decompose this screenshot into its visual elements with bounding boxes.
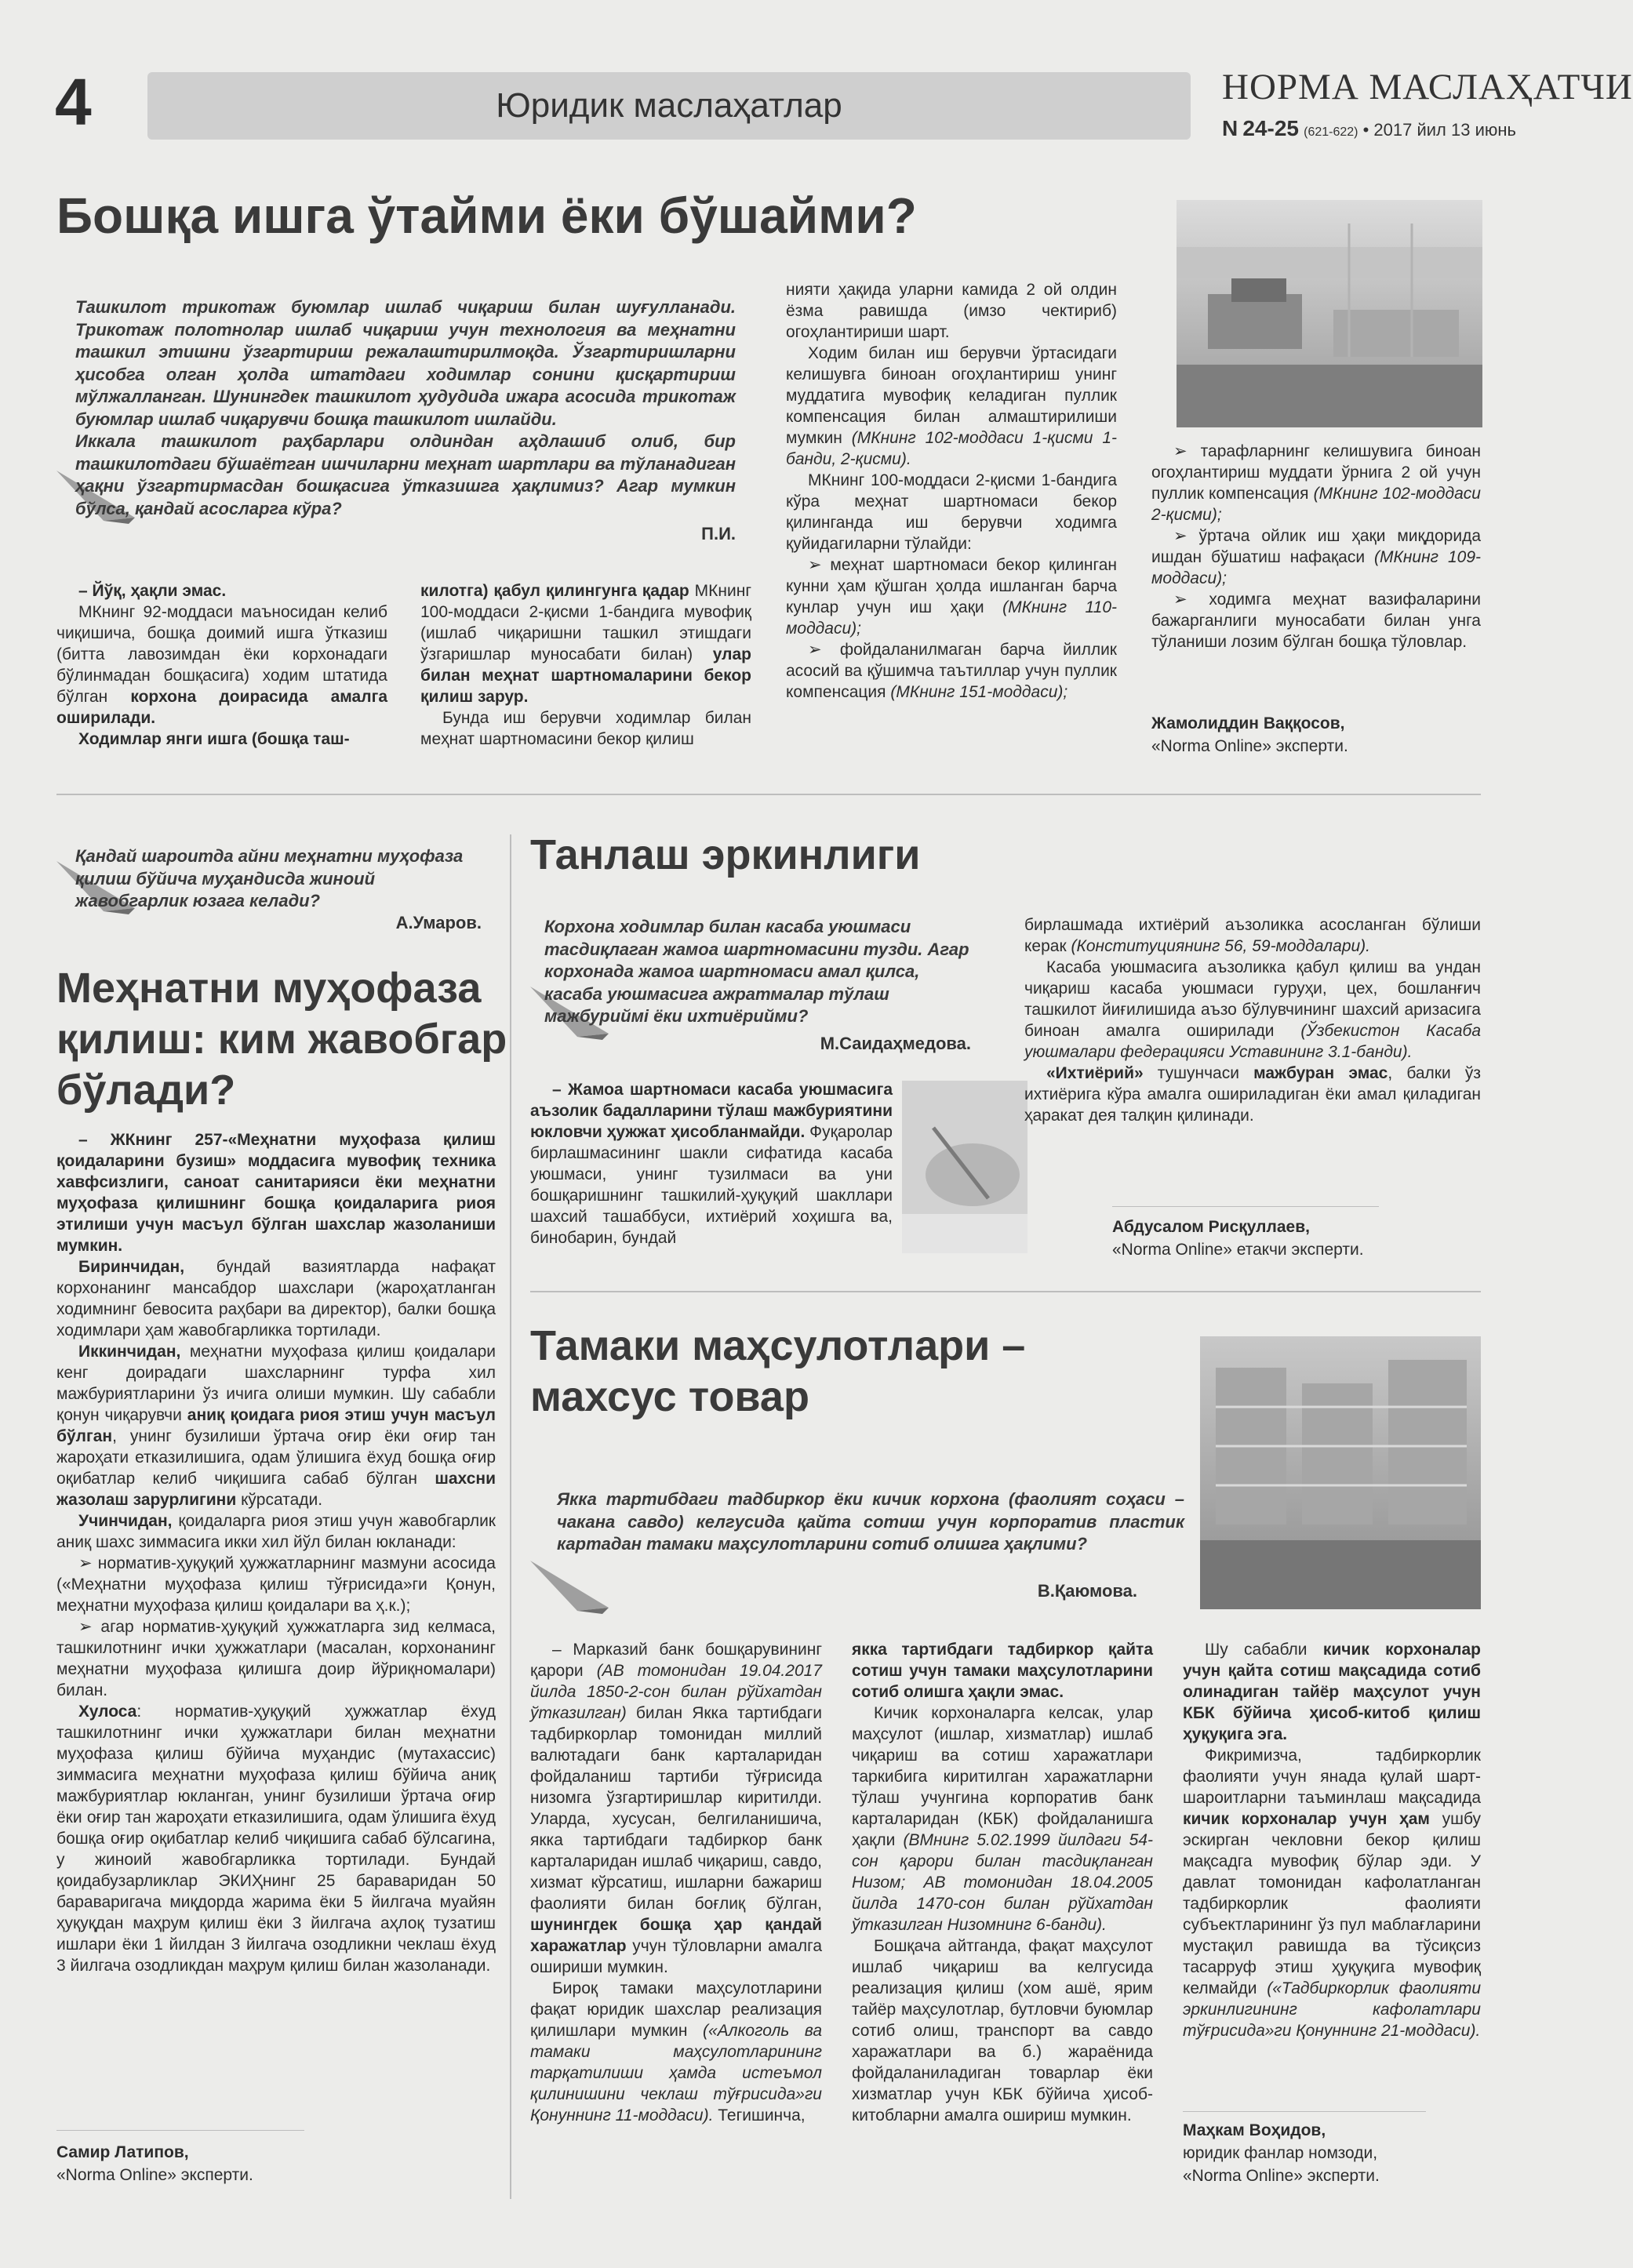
article2-p4a: Учинчидан, <box>78 1512 173 1530</box>
article2-p3a: Иккинчидан, <box>78 1343 181 1361</box>
article2-p6: ➢ агар норматив-ҳуқуқий ҳужжатларга зид келмаса, ташкилотнинг ички ҳужжатлари (масалан, корхонанинг меҳнатни муҳофаза қилишга доир йўриқномалари) билан. <box>56 1618 496 1699</box>
section-title: Юридик маслаҳатлар <box>496 86 842 125</box>
article3-c2-p1: бирлашмада ихтиёрий аъзоликка асосланган бўлиши керак <box>1024 916 1481 955</box>
article1-c2-p2: Бунда иш берувчи ходимлар билан меҳнат шартномасини бекор қилиш <box>420 709 751 748</box>
article3-col2 <box>1024 914 1481 1126</box>
article1-author-name: Жамолиддин Ваққосов, <box>1151 714 1345 732</box>
article1-answer-lead: – Йўқ, ҳақли эмас. <box>78 582 227 600</box>
article4-c1-p1b: билан Якка тартибдаги тадбиркорлар томонидан миллий валютадаги банк карталаридан фойдаланиш тартиби тўғрисида низомга ўзгартиришлар киритилди. Улардa, хусусан, белгиланишича, якка тартибдаги тадбиркор банк карталаридан ишлаб чиқариш, савдо, хизмат кўрсатиш, ишларни бажариш фаолияти билан боғлиқ бўлган, <box>530 1704 822 1913</box>
article3-c1a: – Жамоа шартномаси касаба уюшмасига аъзолик бадалларини тўлаш мажбуриятини юкловчи ҳужжат ҳисобланмайди. <box>530 1081 893 1141</box>
divider-vertical <box>510 834 511 2199</box>
article3-c2-p1i: (Конституциянинг 56, 59-моддалари). <box>1071 937 1371 955</box>
article2-author-name: Самир Латипов, <box>56 2143 189 2161</box>
newspaper-brand: НОРМА МАСЛАҲАТЧИ <box>1222 67 1633 107</box>
article4-c3-p2b: кичик корхоналар учун ҳам <box>1183 1810 1430 1828</box>
article2-p4b: қоидаларга риоя этиш учун жавобгарлик аниқ шахс зиммасига икки хил йўл билан юкланади: <box>56 1512 496 1551</box>
issue-total: (621-622) <box>1304 125 1358 139</box>
article2-body <box>56 1129 496 1976</box>
article4-c2-p2i: (ВМнинг 5.02.1999 йилдаги 54-сон қарори билан тасдиқланган Низом; АВ томонидан 18.04.2005 йилда 1470-сон билан рўйхатдан ўтказилган Низомнинг 6-банди). <box>852 1831 1153 1934</box>
article1-c3-p1: нияти ҳақида уларни камида 2 ой олдин ёзма равишда (имзо чектириб) огоҳлантириши шарт. <box>786 281 1117 341</box>
divider-middle <box>530 1291 1481 1292</box>
article4-author-name: Маҳкам Воҳидов, <box>1183 2121 1326 2139</box>
article4-c3-p1a: Шу сабабли <box>1205 1641 1323 1659</box>
article4-title <box>530 1321 1220 1423</box>
article4-c2-p2: Кичик корхоналарга келсак, улар маҳсулот (ишлар, хизматлар) ишлаб чиқариш ва сотиш харажатлари таркибига киритилган харажатларни тўлаш учунгина корпоратив банк карталаридан (КБК) фойдаланишга ҳақли <box>852 1704 1153 1849</box>
shop-photo <box>1200 1336 1481 1609</box>
article1-title: Бошқа ишга ўтайми ёки бўшайми? <box>56 187 917 244</box>
article4-author-role: «Norma Online» эксперти. <box>1183 2167 1380 2185</box>
article4-title-line2: махсус товар <box>530 1372 809 1420</box>
page-number: 4 <box>55 65 92 139</box>
article2-question-sign: А.Умаров. <box>395 913 482 932</box>
article2-p3d: , унинг бузилиши ўртача оғир ёки оғир тан жароҳати етказилишига, одам ўлишига ёхуд бошқа оғир оқибатлар келиб чиқишига сабаб бўлган <box>56 1427 496 1488</box>
sewing-photo <box>1177 200 1482 427</box>
article4-col2 <box>852 1639 1153 2126</box>
article4-col3 <box>1183 1639 1481 2041</box>
article1-author-role: «Norma Online» эксперти. <box>1151 737 1348 755</box>
article1-c2-p1a: килотга) қабул қилингунга қадар <box>420 582 689 600</box>
article4-title-line1: Тамаки маҳсулотлари – <box>530 1322 1026 1369</box>
article3-question <box>544 916 971 1028</box>
article1-c4-p1: ➢ тарафларнинг келишувига биноан огоҳлантириш муддати ўрнига 2 ой учун пуллик компенсация <box>1151 442 1481 503</box>
article4-c2-p3: Бошқача айтганда, фақат маҳсулот ишлаб чиқариш ва келгусида реализация қилиш (хом ашё, ярим тайёр маҳсулотлар, бутловчи буюмлар сотиб олиш, транспорт ва савдо харажатлари ва б.) жараёнида фойдаланиладиган товарлар ёки хизматлар учун КБК бўйича ҳисоб-китобларни амалга ошириш мумкин. <box>852 1937 1153 2124</box>
article2-p2b: бундай вазиятларда нафақат корхонанинг мансабдор шахслари (жароҳатланган ходимнинг бевосита раҳбари ва директор), балки бошқа ходимлари ҳам жавобгарликка тортилади. <box>56 1258 496 1339</box>
article1-c4-p2: ➢ ўртача ойлик иш ҳақи миқдорида ишдан бўшатиш нафақаси <box>1151 527 1481 566</box>
article3-c2-p2i: (Ўзбекистон Касаба уюшмалари федерацияси Уставининг 3.1-банди). <box>1024 1022 1481 1061</box>
article4-col1 <box>530 1639 822 2126</box>
article3-col1 <box>530 1079 893 1248</box>
article4-c1-p2: Бироқ тамаки маҳсулотларини фақат юридик шахслар реализация қилишлари мумкин <box>530 1979 822 2040</box>
article4-c3-p2i: («Тадбиркорлик фаолияти эркинлигининг кафолатлари тўғрисида»ги Қонуннинг 21-моддаси). <box>1183 1979 1482 2040</box>
article3-author-rule <box>1112 1206 1379 1207</box>
article3-title: Танлаш эркинлиги <box>530 831 921 878</box>
article2-p7a: Хулоса <box>78 1703 137 1721</box>
article1-c4-p1i: (МКнинг 102-моддаси 2-қисми); <box>1151 485 1481 524</box>
article2-p2a: Биринчидан, <box>78 1258 185 1276</box>
article1-c2-p1c: улар билан меҳнат шартномаларини бекор қилиш зарур. <box>420 645 751 706</box>
article3-question-sign: М.Саидаҳмедова. <box>820 1034 971 1053</box>
article3-c2-p2: Касаба уюшмасига аъзоликка қабул қилиш ва ундан чиқариш касаба уюшмаси гуруҳи, цех, бошланғич ташкилот йиғилишида аъзо бўлувчининг шахсий аризасига биноан амалга оширилади <box>1024 958 1481 1040</box>
hand-writing-image <box>902 1081 1027 1253</box>
article4-question-sign: В.Қаюмова. <box>1037 1581 1137 1601</box>
article1-c1-p2b: корхона доирасида амалга оширилади. <box>56 688 388 727</box>
article4-c2-p1: якка тартибдаги тадбиркор қайта сотиш учун тамаки маҳсулотларини сотиб олишга ҳақли эмас. <box>852 1641 1153 1701</box>
article1-c2-p1b: МКнинг 100-моддаси 2-қисми 1-бандига мувофиқ (ишлаб чиқаришни ташкил этишдаги ўзгаришлар муносабати билан) <box>420 582 751 663</box>
tobacco-shop-image <box>1200 1336 1481 1609</box>
article3-author-name: Абдусалом Рисқуллаев, <box>1112 1218 1310 1236</box>
article1-question-sign: П.И. <box>701 524 736 543</box>
article2-author-rule <box>56 2130 304 2131</box>
article1-c3-p4: ➢ меҳнат шартномаси бекор қилинган кунни ҳам қўшган ҳолда ишланган барча кунлар учун иш ҳақи <box>786 556 1117 616</box>
issue-date: • 2017 йил 13 июнь <box>1362 120 1516 140</box>
article1-c3-p5i: (МКнинг 151-моддаси); <box>890 683 1068 701</box>
article4-author <box>1183 2119 1481 2187</box>
issue-prefix: N <box>1222 116 1238 140</box>
quote-pen-icon <box>530 1561 616 1616</box>
article4-author-title: юридик фанлар номзоди, <box>1183 2144 1378 2162</box>
article2-author <box>56 2141 496 2186</box>
article3-question-text: Корхона ходимлар билан касаба уюшмаси тасдиқлаган жамоа шартномасини тузди. Агар корхонада жамоа шартномаси амал қилса, касаба уюшмасига ажратмалар тўлаш мажбуриймi ёки ихтиёрийми? <box>544 917 969 1026</box>
article1-c3-p2i: (МКнинг 102-моддаси 1-қисми 1-банди, 2-қисми). <box>786 429 1117 468</box>
article4-c1-p1c: шунингдек бошқа ҳар қандай харажатлар <box>530 1916 822 1955</box>
article2-p3e: шахсни жазолаш зарурлигини <box>56 1470 496 1509</box>
article1-c3-p5: ➢ фойдаланилмаган барча йиллик асосий ва қўшимча таътиллар учун пуллик компенсация <box>786 641 1117 701</box>
article4-c3-p2c: ушбу эскирган чекловни бекор қилиш мақсадга мувофиқ бўлар эди. У давлат томонидан кафолатланган тадбиркорлик фаолияти субъектларининг ўз пул маблағларини мустақил равишда ва тўсиқсиз тасарруф этиш ҳуқуқига мувофиқ келмайди <box>1183 1810 1482 1997</box>
article3-c2-p3b: тушунчаси <box>1143 1064 1254 1082</box>
article4-c1-p2b: Тегишинча, <box>713 2106 806 2124</box>
sewing-machine-image <box>1177 200 1482 427</box>
article1-c4-p3: ➢ ходимга меҳнат вазифаларини бажарганлиги муносабати билан унга тўланиши лозим бўлган бошқа тўловлар. <box>1151 591 1481 651</box>
article1-c4-p2i: (МКнинг 109-моддаси); <box>1151 548 1481 587</box>
divider-top <box>56 794 1481 795</box>
article1-col1 <box>56 580 387 750</box>
article1-c1-p3: Ходимлар янги ишга (бошқа таш- <box>78 730 350 748</box>
article4-question-text: Якка тартибдаги тадбиркор ёки кичик корхона (фаолият соҳаси – чакана савдо) келгусида қайта сотиш учун корпоратив пластик картадан тамаки маҳсулотларини сотиб олишга ҳақлими? <box>557 1489 1184 1554</box>
article4-c1-p1i: (АВ томонидан 19.04.2017 йилда 1850-2-сон билан рўйхатдан ўтказилган) <box>530 1662 822 1722</box>
article3-author-role: «Norma Online» етакчи эксперти. <box>1112 1241 1364 1259</box>
article4-question <box>557 1488 1184 1556</box>
article4-author-rule <box>1183 2111 1426 2112</box>
article1-col2 <box>420 580 751 750</box>
issue-line <box>1222 116 1516 141</box>
article2-title: Меҳнатни муҳофаза қилиш: ким жавобгар бўлади? <box>56 965 507 1114</box>
article1-question <box>75 296 736 520</box>
article1-c3-p4i: (МКнинг 110-моддаси); <box>786 598 1117 638</box>
article3-c2-p3d: , балки ўз ихтиёрига кўра амалга ошириладиган ёки амал қиладиган ҳаракат дея талқин қилинади. <box>1024 1064 1481 1125</box>
issue-number: 24-25 <box>1242 116 1299 140</box>
article2-p1: – ЖКнинг 257-«Меҳнатни муҳофаза қилиш қоидаларини бузиш» моддасига мувофиқ техника хавфсизлиги, саноат санитарияси ёки меҳнатни муҳофаза қилишнинг бошқа қоидаларига риоя этилиши учун масъул бўлган шахслар жазоланиши мумкин. <box>56 1131 496 1255</box>
article1-c1-p2: МКнинг 92-моддаси маъносидан келиб чиқишича, бошқа доимий ишга ўтказиш (битта лавозимдан ёки корхонадаги бўлинмадан бошқасига) ходим штатида бўлган <box>56 603 387 706</box>
article3-c1b: Фуқаролар бирлашмасининг шакли сифатида касаба уюшмаси, унинг тузилмаси ва уни бошқаришнинг ташкилий-ҳуқуқий шакллари шахсий ташаббуси, ихтиёрий хоҳишга ва, бинобарин, бундай <box>530 1123 893 1247</box>
article1-col4 <box>1151 441 1481 652</box>
article3-c2-p3c: мажбуран эмас <box>1253 1064 1388 1082</box>
article1-c3-p2: Ходим билан иш берувчи ўртасидаги келишувга биноан огоҳлантириш унинг муддатига мувофиқ келадиган пуллик компенсация билан алмаштирилиши мумкин <box>786 344 1117 447</box>
article4-c1-p2i: («Алкоголь ва тамаки маҳсулотларининг тарқатилиши ҳамда истеъмол қилинишини чеклаш тўғрисида»ги Қонуннинг 11-моддаси). <box>530 2022 823 2124</box>
article4-c3-p2a: Фикримизча, тадбиркорлик фаолияти учун янада қулай шарт-шароитларни таъминлаш мақсадида <box>1183 1746 1481 1807</box>
article4-c1-p1a: – Марказий банк бошқарувининг қарори <box>530 1641 822 1680</box>
article1-c3-p3: МКнинг 100-моддаси 2-қисми 1-бандига кўра меҳнат шартномаси бекор қилинганда иш берувчи ходимга қуйидагиларни тўлайди: <box>786 471 1117 553</box>
signing-photo <box>902 1081 1027 1253</box>
article2-p5: ➢ норматив-ҳуқуқий ҳужжатларнинг мазмуни асосида («Меҳнатни муҳофаза қилиш тўғрисида»ги Қонун, меҳнатни муҳофаза қилиш қоидалари ва ҳ.к.); <box>56 1554 496 1615</box>
article2-question-text: Қандай шароитда айни меҳнатни муҳофаза қилиш бўйича муҳандисда жиноий жавобгарлик юзага келади? <box>75 846 464 910</box>
article2-p3f: кўрсатади. <box>236 1491 323 1509</box>
article1-author <box>1151 712 1481 758</box>
article4-c1-p1d: учун тўловларни амалга ошириши мумкин. <box>530 1937 822 1976</box>
article4-c3-p1b: кичик корхоналар учун қайта сотиш мақсадида сотиб олинадиган тайёр маҳсулот учун КБК бўйича ҳисоб-китоб қилиш ҳуқуқига эга. <box>1183 1641 1481 1743</box>
article1-question-text: Ташкилот трикотаж буюмлар ишлаб чиқариш билан шуғулланади. Трикотаж полотнолар ишлаб чиқариш учун технология ва меҳнатни ташкил этишни ўзгартириш режалаштирилмоқда. Ўзгартиришларни ҳисобга олган ҳолда штатдаги ходимлар сонини қисқартириш мўлжалланган. Шунингдек ташкилот ҳудудида ижара асосида трикотаж буюмлар ишлаб чиқарувчи бошқа ташкилот ишлайди. Иккала ташкилот раҳбарлари олдиндан аҳдлашиб олиб, бир ташкилотдаги бўшаётган ишчиларни меҳнат шартлари ва тўланадиган ҳақни ўзгартирмасдан бошқасига ўтказишга ҳақлимиз? Агар мумкин бўлса, қандай асосларга кўра? <box>75 297 736 518</box>
article2-question <box>56 845 482 913</box>
article2-author-role: «Norma Online» эксперти. <box>56 2166 253 2184</box>
article3-author <box>1112 1216 1481 1261</box>
article1-col3 <box>786 279 1117 703</box>
article3-c2-p3a: «Ихтиёрий» <box>1046 1064 1144 1082</box>
article2-p3b: меҳнатни муҳофаза қилиш қоидалари кенг доирадаги шахсларнинг турфа хил мажбуриятларини ўз ичига олиши мумкин. Шу сабабли қонун чиқарувчи <box>56 1343 496 1424</box>
article2-p7b: : норматив-ҳуқуқий ҳужжатлар ёхуд ташкилотнинг ички ҳужжатлари билан меҳнатни муҳофаза қилиш бўйича муҳандис (мутахассис) зиммасига меҳнатни муҳофаза қилиш бўйича аниқ мажбуриятлар юкланган, унинг бузилиши ўртача оғир ёки оғир тан жароҳати етказилишига, одам ўлишига ёхуд бошқа оғир оқибатлар келиб чиқишига сабаб бўлсагина, у жиноий жавобгарликка тортилади. Бундай қоидабузарликлар ЭКИҲнинг 25 бараваридан 50 бараваригача миқдорда жарима ёки 5 йилгача муайян ҳуқуқдан маҳрум қилиш ёки 3 йилгача аҳлоқ тузатиш ишлари ёки 1 йилдан 3 йилгача озодликни чеклаш ёхуд 3 йилгача озодликдан маҳрум қилиш билан жазоланади. <box>56 1703 496 1975</box>
article2-p3c: аниқ қоидага риоя этиш учун масъул бўлган <box>56 1406 496 1445</box>
